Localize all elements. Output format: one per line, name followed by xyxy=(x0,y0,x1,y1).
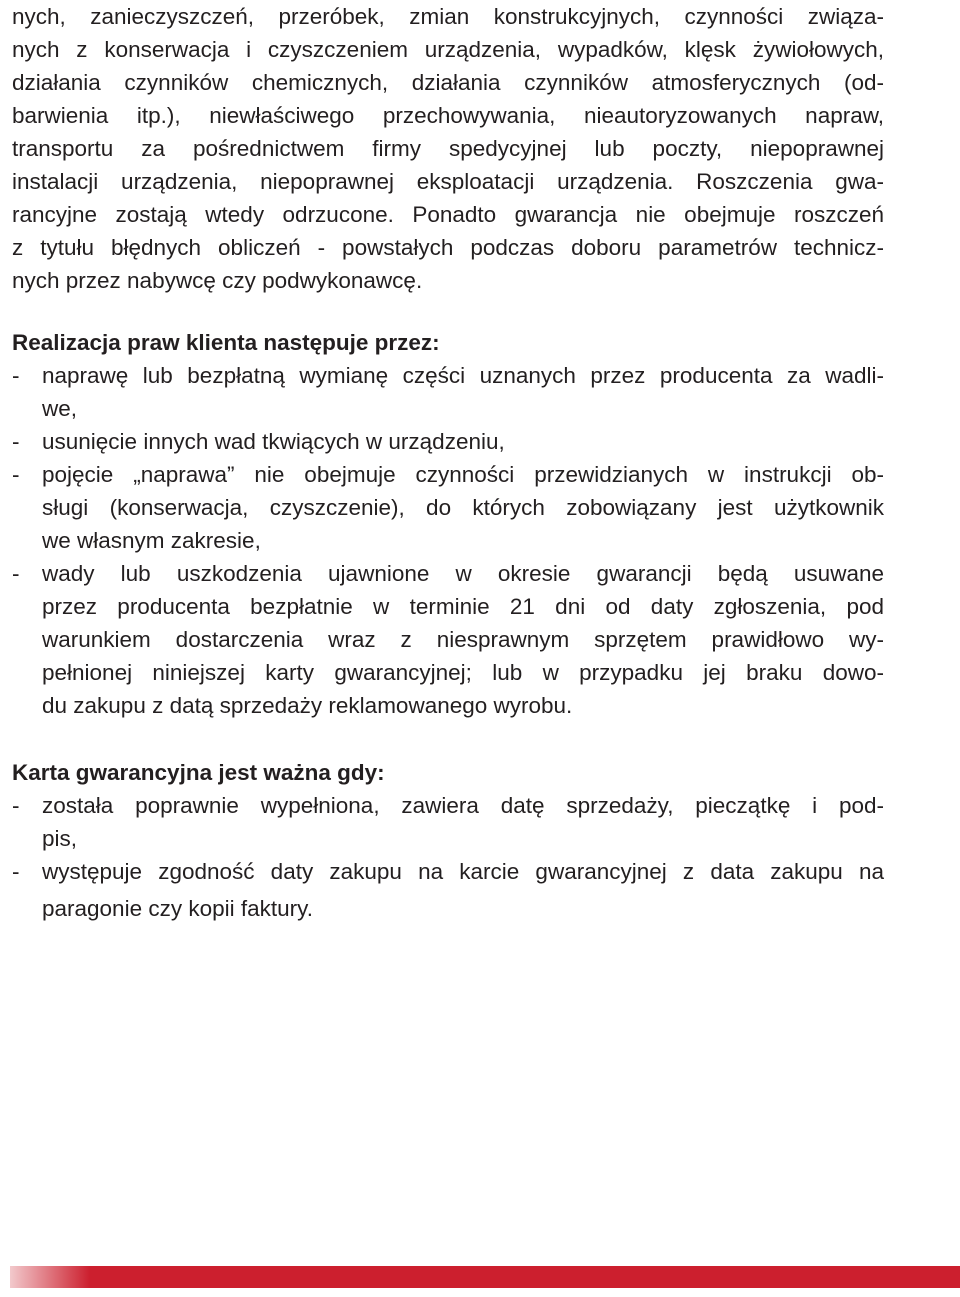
text-line: barwienia itp.), niewłaściwego przechowywania, nieautoryzowanych napraw, xyxy=(12,103,884,128)
text-line: transportu za pośrednictwem firmy spedycyjnej lub poczty, niepoprawnej xyxy=(12,136,884,161)
footer-accent-bar xyxy=(10,1266,960,1288)
list-bullet: - xyxy=(12,793,20,818)
text-line: nych przez nabywcę czy podwykonawcę. xyxy=(12,268,423,293)
list-item-line: naprawę lub bezpłatną wymianę części uznanych przez producenta za wadli- xyxy=(42,363,884,388)
section-heading: Karta gwarancyjna jest ważna gdy: xyxy=(12,760,385,785)
list-item-line: pełnionej niniejszej karty gwarancyjnej; lub w przypadku jej braku dowo- xyxy=(42,660,884,685)
text-line: instalacji urządzenia, niepoprawnej eksploatacji urządzenia. Roszczenia gwa- xyxy=(12,169,884,194)
list-bullet: - xyxy=(12,859,20,884)
list-item-line: we własnym zakresie, xyxy=(42,528,261,553)
text-line: rancyjne zostają wtedy odrzucone. Ponadto gwarancja nie obejmuje roszczeń xyxy=(12,202,884,227)
list-bullet: - xyxy=(12,561,20,586)
list-item-line: pojęcie „naprawa” nie obejmuje czynności przewidzianych w instrukcji ob- xyxy=(42,462,884,487)
list-item-line: du zakupu z datą sprzedaży reklamowanego wyrobu. xyxy=(42,693,573,718)
text-line: z tytułu błędnych obliczeń - powstałych podczas doboru parametrów technicz- xyxy=(12,235,884,260)
text-line: działania czynników chemicznych, działania czynników atmosferycznych (od- xyxy=(12,70,884,95)
list-item-line: paragonie czy kopii faktury. xyxy=(42,896,313,921)
list-item-line: przez producenta bezpłatnie w terminie 21 dni od daty zgłoszenia, pod xyxy=(42,594,884,619)
text-line: nych, zanieczyszczeń, przeróbek, zmian konstrukcyjnych, czynności związa- xyxy=(12,4,884,29)
list-item-line: sługi (konserwacja, czyszczenie), do których zobowiązany jest użytkownik xyxy=(42,495,884,520)
list-item-line: została poprawnie wypełniona, zawiera datę sprzedaży, pieczątkę i pod- xyxy=(42,793,884,818)
list-bullet: - xyxy=(12,429,20,454)
text-line: nych z konserwacja i czyszczeniem urządzenia, wypadków, klęsk żywiołowych, xyxy=(12,37,884,62)
list-item-line: wady lub uszkodzenia ujawnione w okresie gwarancji będą usuwane xyxy=(42,561,884,586)
list-item-line: we, xyxy=(42,396,78,421)
list-bullet: - xyxy=(12,462,20,487)
list-item-line: warunkiem dostarczenia wraz z niesprawnym sprzętem prawidłowo wy- xyxy=(42,627,884,652)
list-item-line: pis, xyxy=(42,826,78,851)
list-item-line: występuje zgodność daty zakupu na karcie gwarancyjnej z data zakupu na xyxy=(42,859,884,884)
list-bullet: - xyxy=(12,363,20,388)
list-item-line: usunięcie innych wad tkwiących w urządzeniu, xyxy=(42,429,505,454)
section-heading: Realizacja praw klienta następuje przez: xyxy=(12,330,440,355)
